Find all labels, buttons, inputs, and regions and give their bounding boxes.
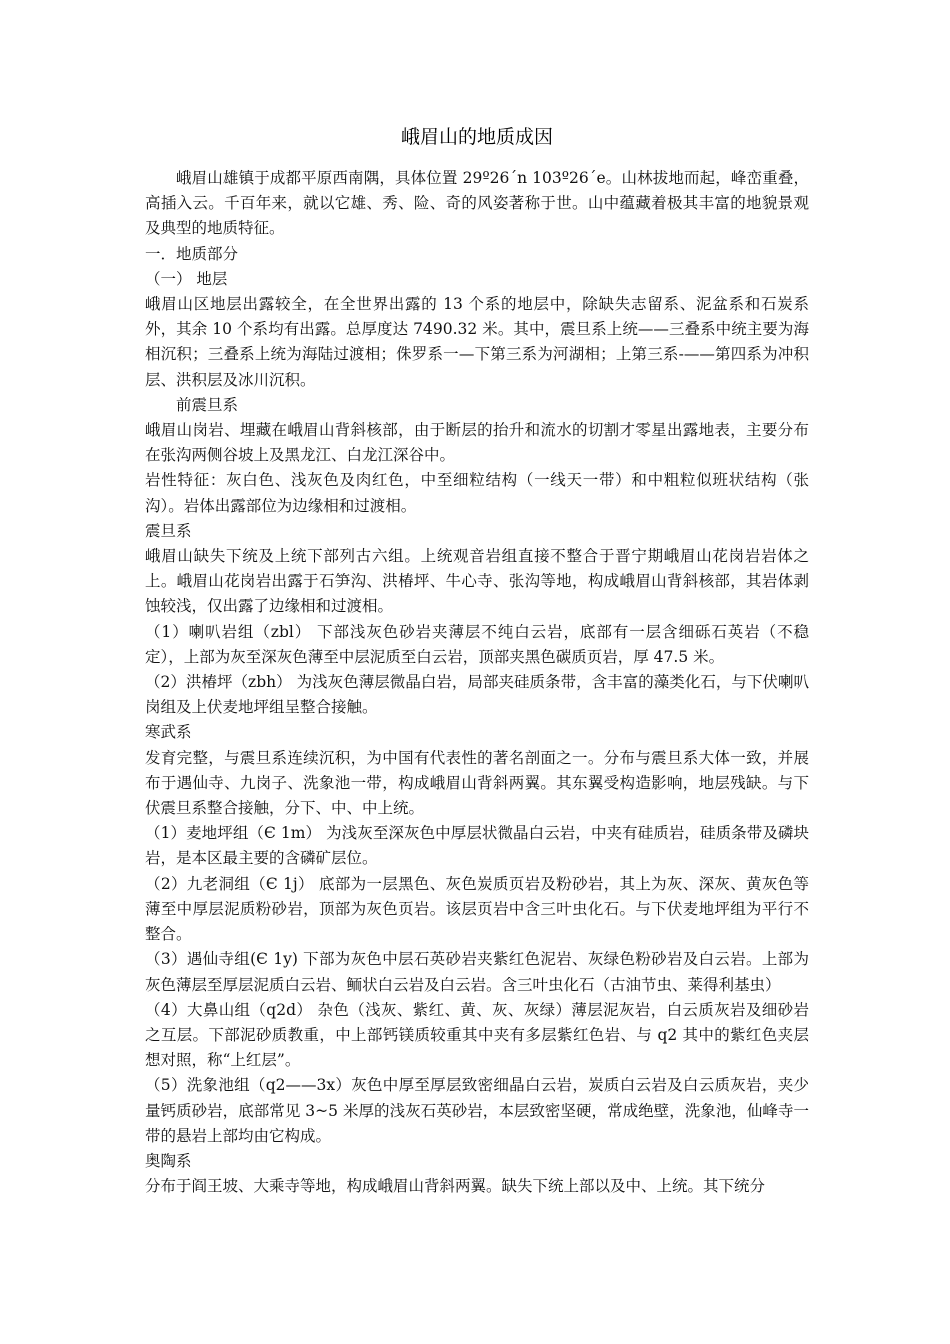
intro-paragraph: 峨眉山雄镇于成都平原西南隅，具体位置 29º26´n 103º26´e。山林拔地而起，峰峦重叠，高插入云。千百年来，就以它雄、秀、险、奇的风姿著称于世。山中蕴藏着极其丰富的地貌景观及典型的地质特征。 (145, 169, 809, 238)
presinian-lithology-paragraph: 岩性特征：灰白色、浅灰色及肉红色，中至细粒结构（一线天一带）和中粗粒似班状结构（张沟）。岩体出露部位为边缘相和过渡相。 (145, 471, 809, 515)
sinian-item-1: （1）喇叭岩组（zbl） 下部浅灰色砂岩夹薄层不纯白云岩，底部有一层含细砾石英岩（不稳定），上部为灰至深灰色薄至中层泥质至白云岩，顶部夹黑色碳质页岩，厚 47.5 米。 (145, 622, 809, 666)
cambrian-item-5: （5）洗象池组（q2——3x）灰色中厚至厚层致密细晶白云岩，炭质白云岩及白云质灰岩，夹少量钙质砂岩，底部常见 3~5 米厚的浅灰石英砂岩，本层致密坚硬，常成绝壁，洗象池，仙峰寺一带的悬岩上部均由它构成。 (145, 1076, 809, 1145)
document-title: 峨眉山的地质成因 (400, 126, 553, 148)
sinian-item-2: （2）洪椿坪（zbh） 为浅灰色薄层微晶白岩，局部夹硅质条带，含丰富的藻类化石，与下伏喇叭岗组及上伏麦地坪组呈整合接触。 (145, 673, 809, 717)
document-body (145, 122, 809, 1199)
cambrian-item-4: （4）大鼻山组（q2d） 杂色（浅灰、紫红、黄、灰、灰绿）薄层泥灰岩，白云质灰岩及细砂岩之互层。下部泥砂质教重，中上部钙镁质较重其中夹有多层紫红色岩、与 q2 其中的紫红色夹层想对照，称“上红层”。 (145, 1000, 809, 1070)
cambrian-item-2: （2）九老洞组（Є 1j） 底部为一层黑色、灰色炭质页岩及粉砂岩，其上为灰、深灰、黄灰色等薄至中厚层泥质粉砂岩，顶部为灰色页岩。该层页岩中含三叶虫化石。与下伏麦地坪组为平行不整合。 (145, 874, 809, 944)
cambrian-paragraph: 发育完整，与震旦系连续沉积，为中国有代表性的著名剖面之一。分布与震旦系大体一致，并展布于遇仙寺、九岗子、洗象池一带，构成峨眉山背斜两翼。其东翼受构造影响，地层残缺。与下伏震旦系整合接触，分下、中、中上统。 (145, 748, 809, 818)
cambrian-item-1: （1）麦地坪组（Є 1m） 为浅灰至深灰色中厚层状微晶白云岩，中夹有硅质岩，硅质条带及磷块岩，是本区最主要的含磷矿层位。 (145, 824, 809, 868)
presinian-heading: 前震旦系 (176, 395, 239, 414)
cambrian-heading: 寒武系 (145, 723, 192, 742)
subsection-heading-strata: （一） 地层 (145, 269, 228, 288)
ordovician-heading: 奥陶系 (145, 1151, 192, 1170)
presinian-paragraph: 峨眉山岗岩、埋藏在峨眉山背斜核部，由于断层的抬升和流水的切割才零星出露地表，主要分布在张沟两侧谷坡上及黑龙江、白龙江深谷中。 (145, 421, 809, 465)
strata-overview-paragraph: 峨眉山区地层出露较全，在全世界出露的 13 个系的地层中，除缺失志留系、泥盆系和石炭系外，其余 10 个系均有出露。总厚度达 7490.32 米。其中，震旦系上统——三叠系中统主要为海相沉积；三叠系上统为海陆过渡相；侏罗系一—下第三系为河湖相；上第三系-——第四系为冲积层、洪积层及冰川沉积。 (145, 295, 809, 389)
cambrian-item-3: （3）遇仙寺组(Є 1y) 下部为灰色中层石英砂岩夹紫红色泥岩、灰绿色粉砂岩及白云岩。上部为灰色薄层至厚层泥质白云岩、鲕状白云岩及白云岩。含三叶虫化石（古油节虫、莱得利基虫） (145, 950, 809, 994)
sinian-paragraph: 峨眉山缺失下统及上统下部列古六组。上统观音岩组直接不整合于晋宁期峨眉山花岗岩岩体之上。峨眉山花岗岩出露于石笋沟、洪椿坪、牛心寺、张沟等地，构成峨眉山背斜核部，其岩体剥蚀较浅，仅出露了边缘相和过渡相。 (145, 547, 809, 616)
ordovician-paragraph: 分布于阎王坡、大乘寺等地，构成峨眉山背斜两翼。缺失下统上部以及中、上统。其下统分 (145, 1177, 766, 1196)
sinian-heading: 震旦系 (145, 521, 192, 540)
section-heading-geology: 一．地质部分 (145, 244, 239, 263)
